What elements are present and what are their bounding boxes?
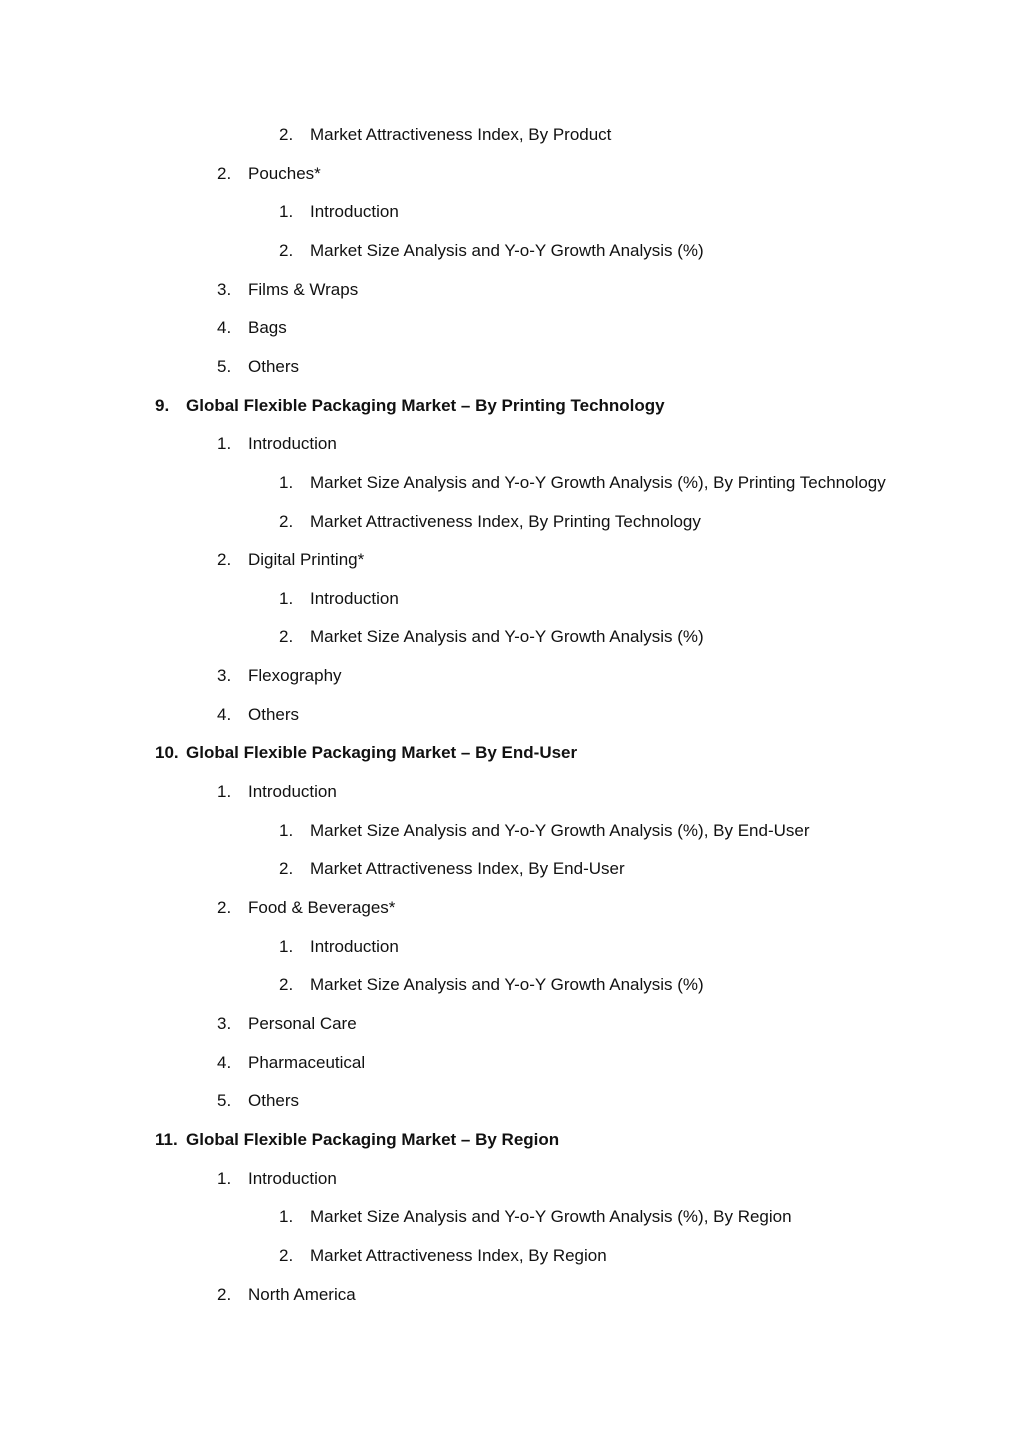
toc-entry-number: 1. (217, 1169, 232, 1188)
toc-entry-number: 9. (155, 396, 170, 415)
toc-entry-number: 1. (279, 473, 294, 492)
toc-entry-text: Introduction (248, 782, 337, 801)
toc-entry-number: 1. (279, 937, 294, 956)
toc-entry-text: Pouches* (248, 164, 321, 183)
toc-entry-number: 2. (279, 975, 294, 994)
toc-entry-number: 1. (279, 821, 294, 840)
toc-entry-text: Introduction (310, 202, 399, 221)
toc-entry-text: Bags (248, 318, 287, 337)
toc-entry-text: North America (248, 1285, 356, 1304)
toc-entry-number: 2. (217, 1285, 232, 1304)
toc-entry-text: Others (248, 357, 300, 376)
toc-entry-number: 2. (279, 241, 294, 260)
toc-entry-number: 2. (217, 898, 232, 917)
toc-entry-text: Introduction (248, 1169, 337, 1188)
toc-entry-number: 2. (279, 512, 294, 531)
toc-entry-text: Personal Care (248, 1014, 357, 1033)
toc-entry-number: 1. (279, 589, 294, 608)
toc-entry-text: Market Attractiveness Index, By Region (310, 1246, 607, 1265)
toc-entry-number: 3. (217, 1014, 232, 1033)
toc-entry-number: 2. (217, 550, 232, 569)
toc-entry-text: Pharmaceutical (248, 1053, 366, 1072)
toc-entry-number: 10. (155, 743, 179, 762)
toc-entry-text: Introduction (310, 937, 399, 956)
toc-entry-number: 3. (217, 666, 232, 685)
toc-entry-number: 2. (279, 627, 294, 646)
toc-entry-text: Market Size Analysis and Y-o-Y Growth Analysis (%) (310, 975, 704, 994)
toc-entry-number: 4. (217, 318, 232, 337)
toc-entry-number: 2. (279, 859, 294, 878)
toc-entry-text: Others (248, 1091, 300, 1110)
toc-entry-text: Flexography (248, 666, 342, 685)
toc-entry-number: 4. (217, 705, 232, 724)
toc-entry-number: 2. (217, 164, 232, 183)
toc-entry-text: Market Size Analysis and Y-o-Y Growth Analysis (%), By Region (310, 1207, 792, 1226)
toc-entry-number: 5. (217, 357, 232, 376)
toc-entry-text: Market Size Analysis and Y-o-Y Growth Analysis (%), By Printing Technology (310, 473, 886, 492)
toc-entry-text: Market Attractiveness Index, By Product (310, 125, 612, 144)
toc-entry-number: 1. (279, 1207, 294, 1226)
toc-entry-text: Global Flexible Packaging Market – By End-User (186, 743, 578, 762)
toc-entry-number: 1. (217, 782, 232, 801)
toc-entry-text: Market Attractiveness Index, By Printing Technology (310, 512, 701, 531)
toc-entry-text: Food & Beverages* (248, 898, 396, 917)
toc-entry-text: Films & Wraps (248, 280, 359, 299)
toc-entry-text: Others (248, 705, 300, 724)
toc-entry-text: Global Flexible Packaging Market – By Printing Technology (186, 396, 665, 415)
toc-entry-text: Market Attractiveness Index, By End-User (310, 859, 625, 878)
toc-entry-number: 3. (217, 280, 232, 299)
toc-entry-number: 4. (217, 1053, 232, 1072)
toc-entry-text: Global Flexible Packaging Market – By Region (186, 1130, 560, 1149)
toc-entry-text: Market Size Analysis and Y-o-Y Growth Analysis (%) (310, 627, 704, 646)
toc-entry-number: 1. (217, 434, 232, 453)
toc-entry-number: 1. (279, 202, 294, 221)
toc-entry-number: 2. (279, 1246, 294, 1265)
toc-entry-text: Introduction (310, 589, 399, 608)
toc-entry-text: Market Size Analysis and Y-o-Y Growth Analysis (%), By End-User (310, 821, 810, 840)
toc-entry-text: Introduction (248, 434, 337, 453)
toc-entry-number: 2. (279, 125, 294, 144)
toc-entry-text: Market Size Analysis and Y-o-Y Growth Analysis (%) (310, 241, 704, 260)
toc-entry-text: Digital Printing* (248, 550, 365, 569)
toc-entry-number: 5. (217, 1091, 232, 1110)
toc-entry-number: 11. (155, 1130, 178, 1149)
